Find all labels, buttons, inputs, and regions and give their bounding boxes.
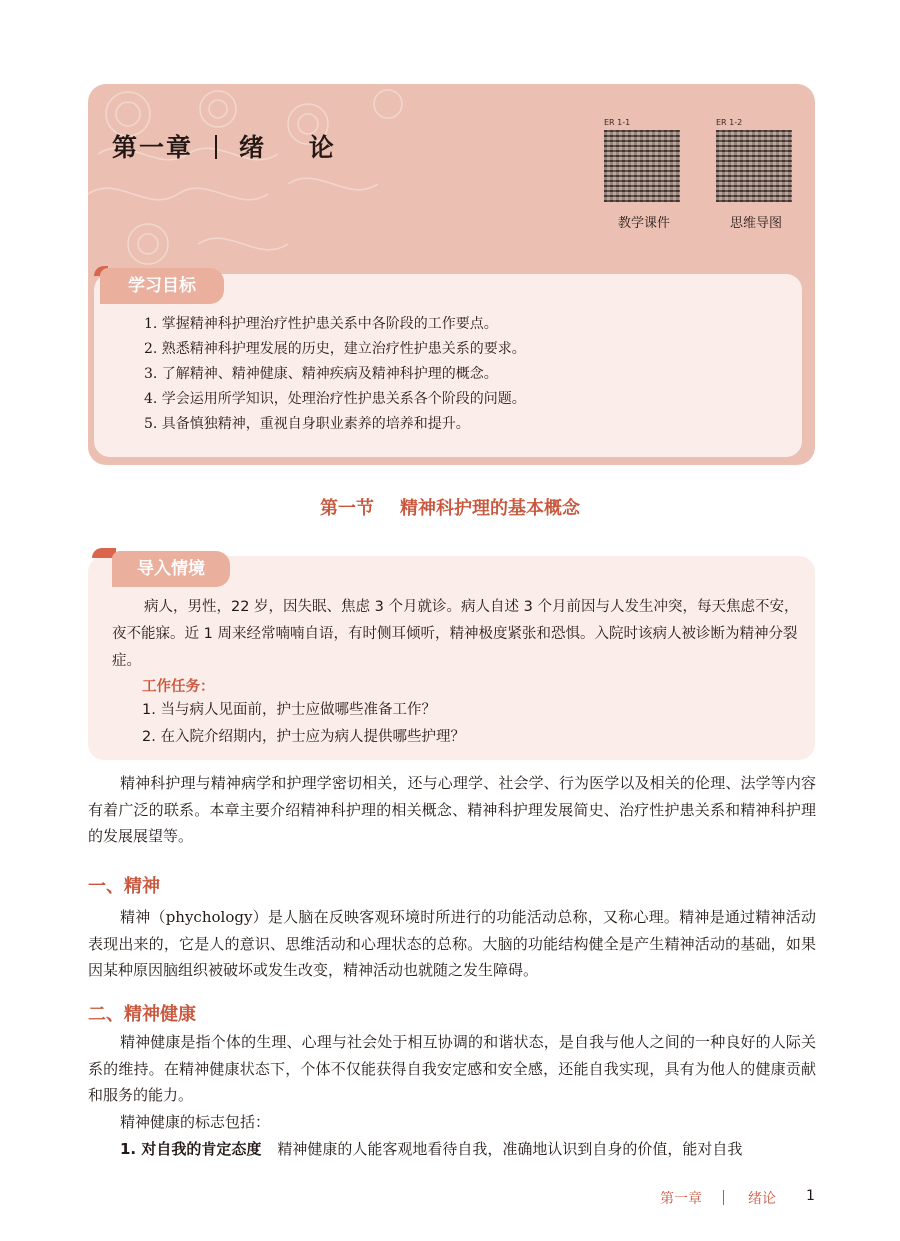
intro-title: 导入情境 [112, 551, 230, 587]
list-item: 1. 掌握精神科护理治疗性护患关系中各阶段的工作要点。 [144, 316, 498, 332]
section-name: 精神科护理的基本概念 [400, 498, 580, 519]
qr-code-icon[interactable] [604, 130, 680, 202]
chapter-label: 第一章 [112, 133, 194, 162]
objectives-list [144, 312, 526, 437]
qr-code-label: ER 1-1 [604, 118, 631, 127]
qr-caption: 教学课件 [617, 216, 670, 231]
list-item: 1. 当与病人见面前，护士应做哪些准备工作？ [142, 702, 436, 718]
task-title: 工作任务： [142, 679, 215, 695]
indicator-lead: 1. 对自我的肯定态度 [120, 1140, 262, 1158]
section-title [0, 494, 900, 520]
heading-mind: 一、精神 [88, 876, 160, 897]
qr-caption: 思维导图 [729, 216, 782, 231]
qr-code-icon[interactable] [716, 130, 792, 202]
mind-paragraph: 精神（phychology）是人脑在反映客观环境时所进行的功能活动总称，又称心理。精神是通过精神活动表现出来的，它是人的意识、思维活动和心理状态的总称。大脑的功能结构健全是产生精神活动的基础，如果因某种原因脑组织被破坏或发生改变，精神活动也就随之发生障碍。 [88, 908, 816, 979]
title-divider [215, 135, 217, 159]
list-item: 2. 熟悉精神科护理发展的历史，建立治疗性护患关系的要求。 [144, 341, 526, 357]
list-item: 4. 学会运用所学知识，处理治疗性护患关系各个阶段的问题。 [144, 391, 526, 407]
chapter-title [112, 128, 352, 164]
mental-health-paragraph: 精神健康是指个体的生理、心理与社会处于相互协调的和谐状态，是自我与他人之间的一种良好的人际关系的维持。在精神健康状态下，个体不仅能获得自我安定感和安全感，还能自我实现，具有为他人的健康贡献和服务的能力。 [88, 1033, 816, 1104]
chapter-header-card [88, 84, 815, 465]
footer-title: 绪论 [748, 1191, 776, 1207]
qr-courseware[interactable] [604, 118, 684, 231]
intro-paragraph: 精神科护理与精神病学和护理学密切相关，还与心理学、社会学、行为医学以及相关的伦理、法学等内容有着广泛的联系。本章主要介绍精神科护理的相关概念、精神科护理发展简史、治疗性护患关系和精神科护理的发展展望等。 [88, 774, 816, 845]
floral-pattern-icon [88, 84, 418, 284]
list-item: 2. 在入院介绍期内，护士应为病人提供哪些护理？ [142, 729, 465, 745]
chapter-name: 绪 论 [239, 133, 352, 162]
objectives-title: 学习目标 [100, 268, 224, 304]
task-list [142, 697, 465, 751]
footer-divider [723, 1190, 724, 1205]
qr-mindmap[interactable] [716, 118, 796, 231]
list-item: 3. 了解精神、精神健康、精神疾病及精神科护理的概念。 [144, 366, 498, 382]
footer-chapter: 第一章 [660, 1191, 702, 1207]
heading-mental-health: 二、精神健康 [88, 1004, 196, 1025]
indicators-intro: 精神健康的标志包括： [120, 1113, 271, 1131]
indicator-item [120, 1136, 820, 1162]
intro-text: 病人，男性，22 岁，因失眠、焦虑 3 个月就诊。病人自述 3 个月前因与人发生冲突，每天焦虑不安，夜不能寐。近 1 周来经常喃喃自语，有时侧耳倾听，精神极度紧张和恐惧。入院时该病人被诊断为精神分裂症。 [112, 599, 799, 669]
section-number: 第一节 [320, 498, 374, 519]
qr-code-label: ER 1-2 [716, 118, 743, 127]
list-item: 5. 具备慎独精神，重视自身职业素养的培养和提升。 [144, 416, 470, 432]
page-number: 1 [806, 1188, 815, 1204]
indicator-text: 精神健康的人能客观地看待自我，准确地认识到自身的价值，能对自我 [277, 1140, 743, 1158]
